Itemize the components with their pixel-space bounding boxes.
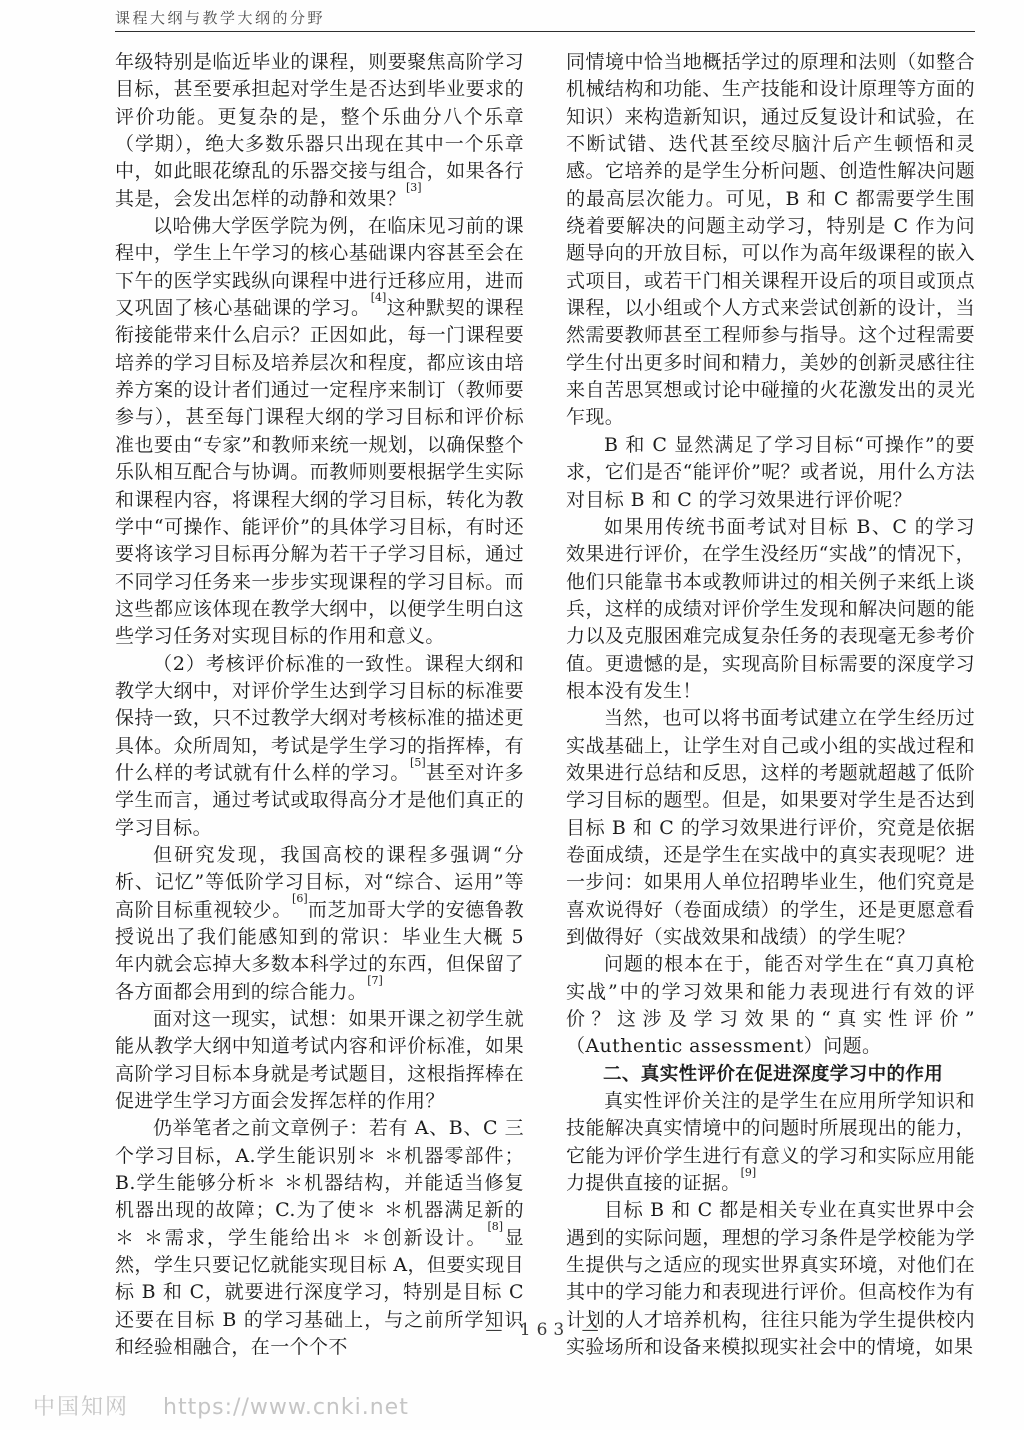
- paragraph: 同情境中恰当地概括学过的原理和法则（如整合机械结构和功能、生产技能和设计原理等方面的知识）来构造新知识，通过反复设计和试验，在不断试错、迭代甚至绞尽脑汁后产生顿悟和灵感。它培养的是学生分析问题、创造性解决问题的最高层次能力。可见，B 和 C 都需要学生围绕着要解决的问题主动学习，特别是 C 作为问题导向的开放目标，可以作为高年级课程的嵌入式项目，或若干门相关课程开设后的项目或顶点课程，以小组或个人方式来尝试创新的设计，当然需要教师甚至工程师参与指导。这个过程需要学生付出更多时间和精力，美妙的创新灵感往往来自苦思冥想或讨论中碰撞的火花激发出的灵光乍现。: [566, 51, 975, 429]
- paragraph: （2）考核评价标准的一致性。课程大纲和教学大纲中，对评价学生达到学习目标的标准要保持一致，只不过教学大纲对考核标准的描述更具体。众所周知，考试是学生学习的指挥棒，有什么样的考试就有什么样的学习。[5]甚至对许多学生而言，通过考试或取得高分才是他们真正的学习目标。: [115, 652, 524, 839]
- reference-marker: [7]: [367, 974, 383, 988]
- section-heading: 二、真实性评价在促进深度学习中的作用: [603, 1063, 944, 1085]
- left-column: [115, 49, 524, 1362]
- page-number: — 163 —: [485, 1320, 605, 1340]
- running-head-title: 课程大纲与教学大纲的分野: [115, 9, 326, 27]
- paragraph: 真实性评价关注的是学生在应用所学知识和技能解决真实情境中的问题时所展现出的能力，它能为评价学生进行有意义的学习和实际应用能力提供直接的证据。[9]: [566, 1090, 975, 1195]
- paragraph: 年级特别是临近毕业的课程，则要聚焦高阶学习目标，甚至要承担起对学生是否达到毕业要求的评价功能。更复杂的是，整个乐曲分八个乐章（学期），绝大多数乐器只出现在其中一个乐章中，如此眼花缭乱的乐器交接与组合，如果各行其是，会发出怎样的动静和效果？[3]: [115, 51, 524, 210]
- paragraph: 当然，也可以将书面考试建立在学生经历过实战基础上，让学生对自己或小组的实战过程和效果进行总结和反思，这样的考题就超越了低阶学习目标的题型。但是，如果要对学生是否达到目标 B 和 C 的学习效果进行评价，究竟是依据卷面成绩，还是学生在实战中的真实表现呢？进一步问：如果用人单位招聘毕业生，他们究竟是喜欢说得好（卷面成绩）的学生，还是更愿意看到做得好（实战效果和战绩）的学生呢？: [566, 707, 975, 948]
- reference-marker: [4]: [370, 290, 387, 304]
- paragraph: 但研究发现，我国高校的课程多强调“分析、记忆”等低阶学习目标，对“综合、运用”等高阶目标重视较少。[6]而芝加哥大学的安德鲁教授说出了我们能感知到的常识：毕业生大概 5 年内就会忘掉大多数本科学过的东西，但保留了各方面都会用到的综合能力。[7]: [115, 843, 524, 1003]
- cnki-watermark: [33, 1390, 409, 1421]
- reference-marker: [6]: [292, 892, 308, 906]
- article-body: [115, 49, 975, 1362]
- right-column: [566, 49, 975, 1362]
- paragraph: 如果用传统书面考试对目标 B、C 的学习效果进行评价，在学生没经历“实战”的情况下，他们只能靠书本或教师讲过的相关例子来纸上谈兵，这样的成绩对评价学生发现和解决问题的能力以及克服困难完成复杂任务的表现毫无参考价值。更遗憾的是，实现高阶目标需要的深度学习根本没有发生！: [566, 515, 975, 702]
- reference-marker: [5]: [410, 755, 426, 769]
- paragraph: B 和 C 显然满足了学习目标“可操作”的要求，它们是否“能评价”呢？或者说，用什么方法对目标 B 和 C 的学习效果进行评价呢？: [566, 433, 975, 511]
- cnki-url: https://www.cnki.net: [163, 1395, 409, 1420]
- paragraph: 问题的根本在于，能否对学生在“真刀真枪实战”中的学习效果和能力表现进行有效的评价？这涉及学习效果的“真实性评价”（Authentic assessment）问题。: [566, 953, 975, 1058]
- header-divider: [115, 31, 975, 32]
- paragraph: 目标 B 和 C 都是相关专业在真实世界中会遇到的实际问题，理想的学习条件是学校能为学生提供与之适应的现实世界真实环境，对他们在其中的学习能力和表现进行评价。但高校作为有计划的人才培养机构，往往只能为学生提供校内实验场所和设备来模拟现实社会中的情境，如果: [566, 1199, 975, 1359]
- reference-marker: [9]: [740, 1165, 757, 1179]
- reference-marker: [3]: [406, 181, 422, 195]
- paragraph: 以哈佛大学医学院为例，在临床见习前的课程中，学生上午学习的核心基础课内容甚至会在下午的医学实践纵向课程中进行迁移应用，进而又巩固了核心基础课的学习。[4]这种默契的课程衔接能带来什么启示？正因如此，每一门课程要培养的学习目标及培养层次和程度，都应该由培养方案的设计者们通过一定程序来制订（教师要参与），甚至每门课程大纲的学习目标和评价标准也要由“专家”和教师来统一规划，以确保整个乐队相互配合与协调。而教师则要根据学生实际和课程内容，将课程大纲的学习目标，转化为教学中“可操作、能评价”的具体学习目标，有时还要将该学习目标再分解为若干子学习目标，通过不同学习任务来一步步实现课程的学习目标。而这些都应该体现在教学大纲中，以便学生明白这些学习任务对实现目标的作用和意义。: [115, 215, 524, 648]
- paragraph: 仍举笔者之前文章例子：若有 A、B、C 三个学习目标，A.学生能识别＊ ＊机器零部件；B.学生能够分析＊ ＊机器结构，并能适当修复机器出现的故障；C.为了使＊ ＊机器满足新的＊ ＊需求，学生能给出＊ ＊创新设计。[8]显然，学生只要记忆就能实现目标 A，但要实现目标 B 和 C，就要进行深度学习，特别是目标 C 还要在目标 B 的学习基础上，与之前所学知识和经验相融合，在一个个不: [115, 1117, 524, 1359]
- paragraph: 面对这一现实，试想：如果开课之初学生就能从教学大纲中知道考试内容和评价标准，如果高阶学习目标本身就是考试题目，这根指挥棒在促进学生学习方面会发挥怎样的作用？: [115, 1008, 524, 1113]
- reference-marker: [8]: [487, 1220, 504, 1234]
- cnki-site-name: 中国知网: [33, 1395, 130, 1420]
